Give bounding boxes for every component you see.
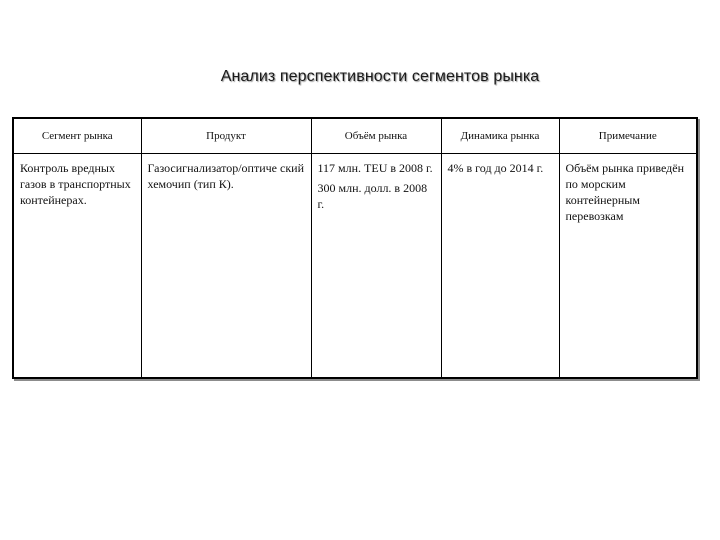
cell-dynamics: 4% в год до 2014 г. — [441, 154, 559, 379]
header-segment: Сегмент рынка — [13, 118, 141, 154]
table-header-row — [13, 118, 697, 154]
cell-volume — [311, 154, 441, 379]
header-volume: Объём рынка — [311, 118, 441, 154]
header-dynamics: Динамика рынка — [441, 118, 559, 154]
cell-note: Объём рынка приведён по морским контейнерным перевозкам — [559, 154, 697, 379]
page-title: Анализ перспективности сегментов рынка — [220, 68, 540, 85]
header-product: Продукт — [141, 118, 311, 154]
table-row — [13, 154, 697, 379]
cell-segment: Контроль вредных газов в транспортных контейнерах. — [13, 154, 141, 379]
cell-product: Газосигнализатор/оптиче ский хемочип (тип К). — [141, 154, 311, 379]
header-note: Примечание — [559, 118, 697, 154]
volume-teu: 117 млн. TEU в 2008 г. — [317, 161, 433, 175]
volume-usd: 300 млн. долл. в 2008 г. — [317, 181, 428, 211]
segment-analysis-table — [12, 117, 698, 379]
